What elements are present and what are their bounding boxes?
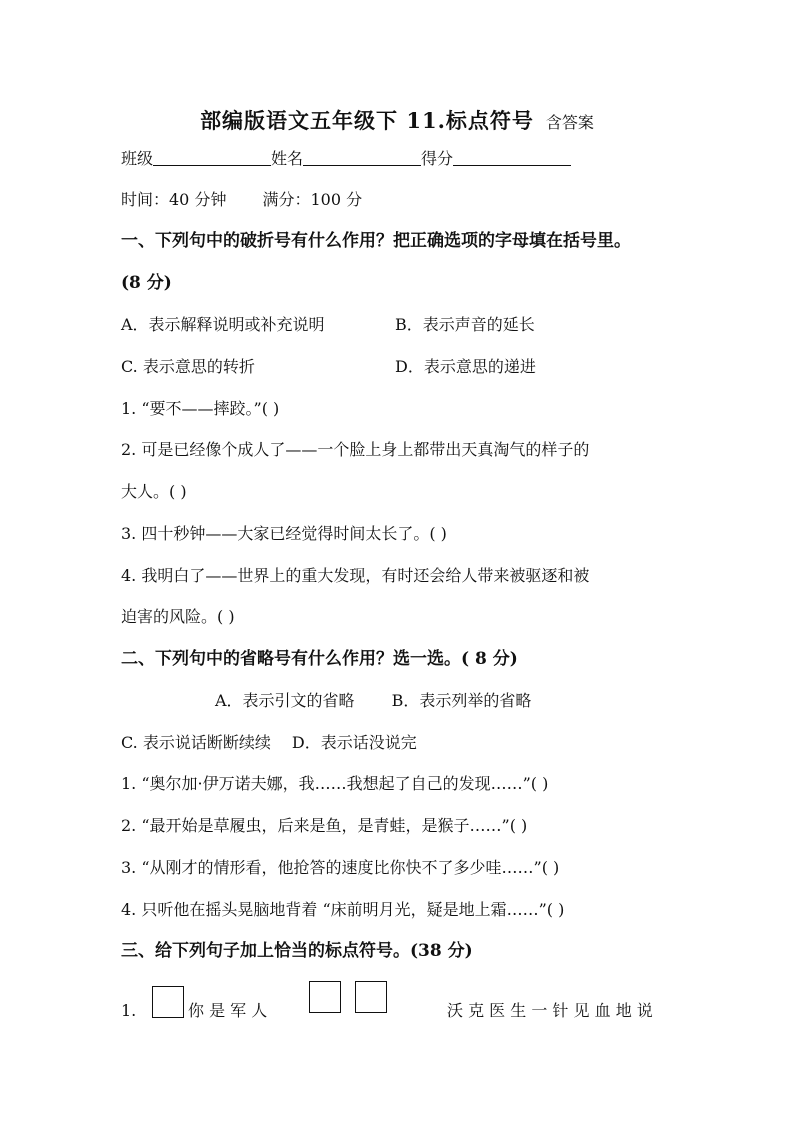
answer-box-2[interactable] bbox=[309, 981, 341, 1013]
section1-question-3: 3. 四十秒钟——大家已经觉得时间太长了。( ) bbox=[121, 524, 447, 543]
section1-option-a: A．表示解释说明或补充说明 bbox=[121, 315, 325, 334]
section1-question-4: 4. 我明白了——世界上的重大发现，有时还会给人带来被驱逐和被 bbox=[121, 566, 590, 585]
student-info-row bbox=[121, 148, 571, 170]
section1-question-2-cont: 大人。( ) bbox=[121, 482, 187, 501]
answer-box-3[interactable] bbox=[355, 981, 387, 1013]
time-info: 时间：40 分钟 bbox=[121, 190, 227, 209]
section3-q1-text: 你 是 军 人 bbox=[188, 1001, 268, 1020]
title-sub: 含答案 bbox=[545, 113, 594, 132]
section1-option-c: C. 表示意思的转折 bbox=[121, 357, 255, 376]
score-blank[interactable] bbox=[453, 149, 571, 166]
section2-heading: 二、下列句中的省略号有什么作用？选一选。( 8 分) bbox=[121, 649, 518, 669]
section2-question-4: 4. 只听他在摇头晃脑地背着 “床前明月光，疑是地上霜……”( ) bbox=[121, 900, 565, 919]
section2-question-3: 3. “从刚才的情形看，他抢答的速度比你快不了多少哇……”( ) bbox=[121, 858, 560, 877]
section2-options-cd: C. 表示说话断断续续 D．表示话没说完 bbox=[121, 733, 417, 752]
section3-heading: 三、给下列句子加上恰当的标点符号。(38 分) bbox=[121, 941, 473, 961]
page-title bbox=[0, 105, 794, 135]
section1-question-4-cont: 迫害的风险。( ) bbox=[121, 607, 235, 626]
exam-info-row bbox=[121, 189, 362, 211]
section1-question-1: 1. “要不——摔跤。”( ) bbox=[121, 399, 280, 418]
section1-points: (8 分) bbox=[121, 273, 172, 293]
section3-q1-tail: 沃 克 医 生 一 针 见 血 地 说 bbox=[447, 1001, 653, 1020]
name-label: 姓名 bbox=[271, 149, 304, 168]
name-blank[interactable] bbox=[303, 149, 421, 166]
section1-option-d: D．表示意思的递进 bbox=[395, 357, 536, 376]
section2-question-2: 2. “最开始是草履虫，后来是鱼，是青蛙，是猴子……”( ) bbox=[121, 816, 528, 835]
section2-question-1: 1. “奥尔加·伊万诺夫娜，我……我想起了自己的发现……”( ) bbox=[121, 774, 549, 793]
section3-question-1 bbox=[121, 1000, 136, 1022]
section1-heading: 一、下列句中的破折号有什么作用？把正确选项的字母填在括号里。 bbox=[121, 231, 631, 251]
class-blank[interactable] bbox=[153, 149, 271, 166]
full-score-info: 满分：100 分 bbox=[262, 190, 363, 209]
section1-option-b: B．表示声音的延长 bbox=[395, 315, 535, 334]
section3-q1-number: 1. bbox=[121, 1001, 137, 1020]
section2-options-ab: A．表示引文的省略 B．表示列举的省略 bbox=[215, 691, 532, 710]
section1-question-2: 2. 可是已经像个成人了——一个脸上身上都带出天真淘气的样子的 bbox=[121, 440, 590, 459]
answer-box-1[interactable] bbox=[152, 986, 184, 1018]
class-label: 班级 bbox=[121, 149, 154, 168]
score-label: 得分 bbox=[421, 149, 454, 168]
title-main: 部编版语文五年级下 11.标点符号 bbox=[200, 108, 534, 133]
